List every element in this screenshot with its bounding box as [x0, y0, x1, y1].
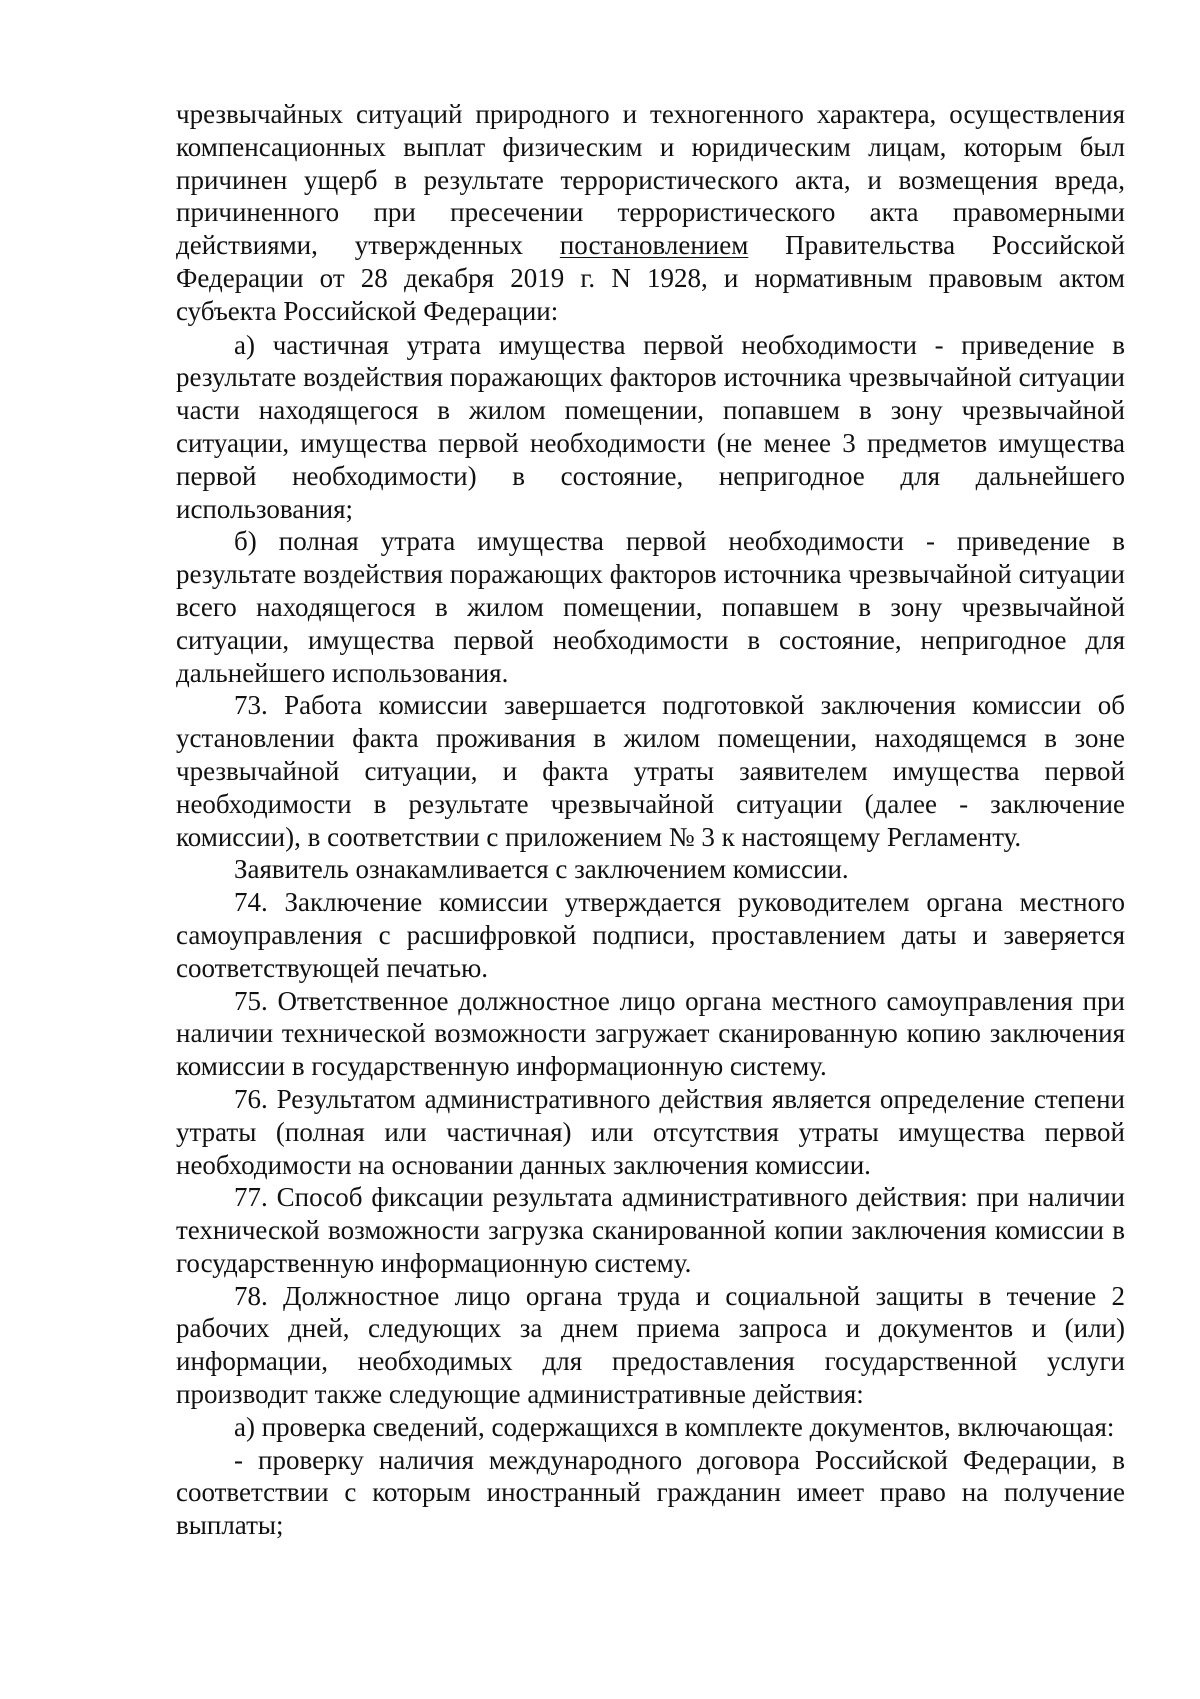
- paragraph-73: 73. Работа комиссии завершается подготовкой заключения комиссии об установлении факта проживания в жилом помещении, находящемся в зоне чрезвычайной ситуации, и факта утраты заявителем имущества первой необходимости в результате чрезвычайной ситуации (далее - заключение комиссии), в соответствии с приложением № 3 к настоящему Регламенту.: [176, 690, 1125, 852]
- paragraph-78-a: а) проверка сведений, содержащихся в комплекте документов, включающая:: [234, 1411, 1115, 1442]
- paragraph-78-a-item: - проверку наличия международного договора Российской Федерации, в соответствии с которым иностранный гражданин имеет право на получение выплаты;: [176, 1444, 1125, 1541]
- paragraph-74: 74. Заключение комиссии утверждается руководителем органа местного самоуправления с расшифровкой подписи, проставлением даты и заверяется соответствующей печатью.: [176, 887, 1125, 983]
- paragraph-a-partial-loss: а) частичная утрата имущества первой необходимости - приведение в результате воздействия поражающих факторов источника чрезвычайной ситуации части находящегося в жилом помещении, попавшем в зону чрезвычайной ситуации, имущества первой необходимости (не менее 3 предметов имущества первой необходимости) в состояние, непригодное для дальнейшего использования;: [176, 329, 1125, 524]
- paragraph-intro: [176, 98, 1125, 328]
- paragraph-75: 75. Ответственное должностное лицо органа местного самоуправления при наличии технической возможности загружает сканированную копию заключения комиссии в государственную информационную систему.: [176, 985, 1125, 1082]
- paragraph-76: 76. Результатом административного действия является определение степени утраты (полная или частичная) или отсутствия утраты имущества первой необходимости на основании данных заключения комиссии.: [176, 1083, 1125, 1180]
- paragraph-intro-after: Правительства Российской Федерации от 28 декабря 2019 г. N 1928, и нормативным правовым актом субъекта Российской Федерации:: [176, 230, 1125, 326]
- paragraph-78: 78. Должностное лицо органа труда и социальной защиты в течение 2 рабочих дней, следующих за днем приема запроса и документов и (или) информации, необходимых для предоставления государственной услуги производит также следующие административные действия:: [176, 1280, 1125, 1410]
- paragraph-73-applicant: Заявитель ознакамливается с заключением комиссии.: [234, 854, 849, 885]
- paragraph-b-full-loss: б) полная утрата имущества первой необходимости - приведение в результате воздействия поражающих факторов источника чрезвычайной ситуации всего находящегося в жилом помещении, попавшем в зону чрезвычайной ситуации, имущества первой необходимости в состояние, непригодное для дальнейшего использования.: [176, 526, 1125, 688]
- paragraph-77: 77. Способ фиксации результата административного действия: при наличии технической возможности загрузка сканированной копии заключения комиссии в государственную информационную систему.: [176, 1182, 1125, 1278]
- paragraph-intro-before: чрезвычайных ситуаций природного и техногенного характера, осуществления компенсационных выплат физическим и юридическим лицам, которым был причинен ущерб в результате террористического акта, и возмещения вреда, причиненного при пресечении террористического акта правомерными действиями, утвержденных: [176, 99, 1125, 261]
- regulation-link[interactable]: постановлением: [559, 230, 749, 261]
